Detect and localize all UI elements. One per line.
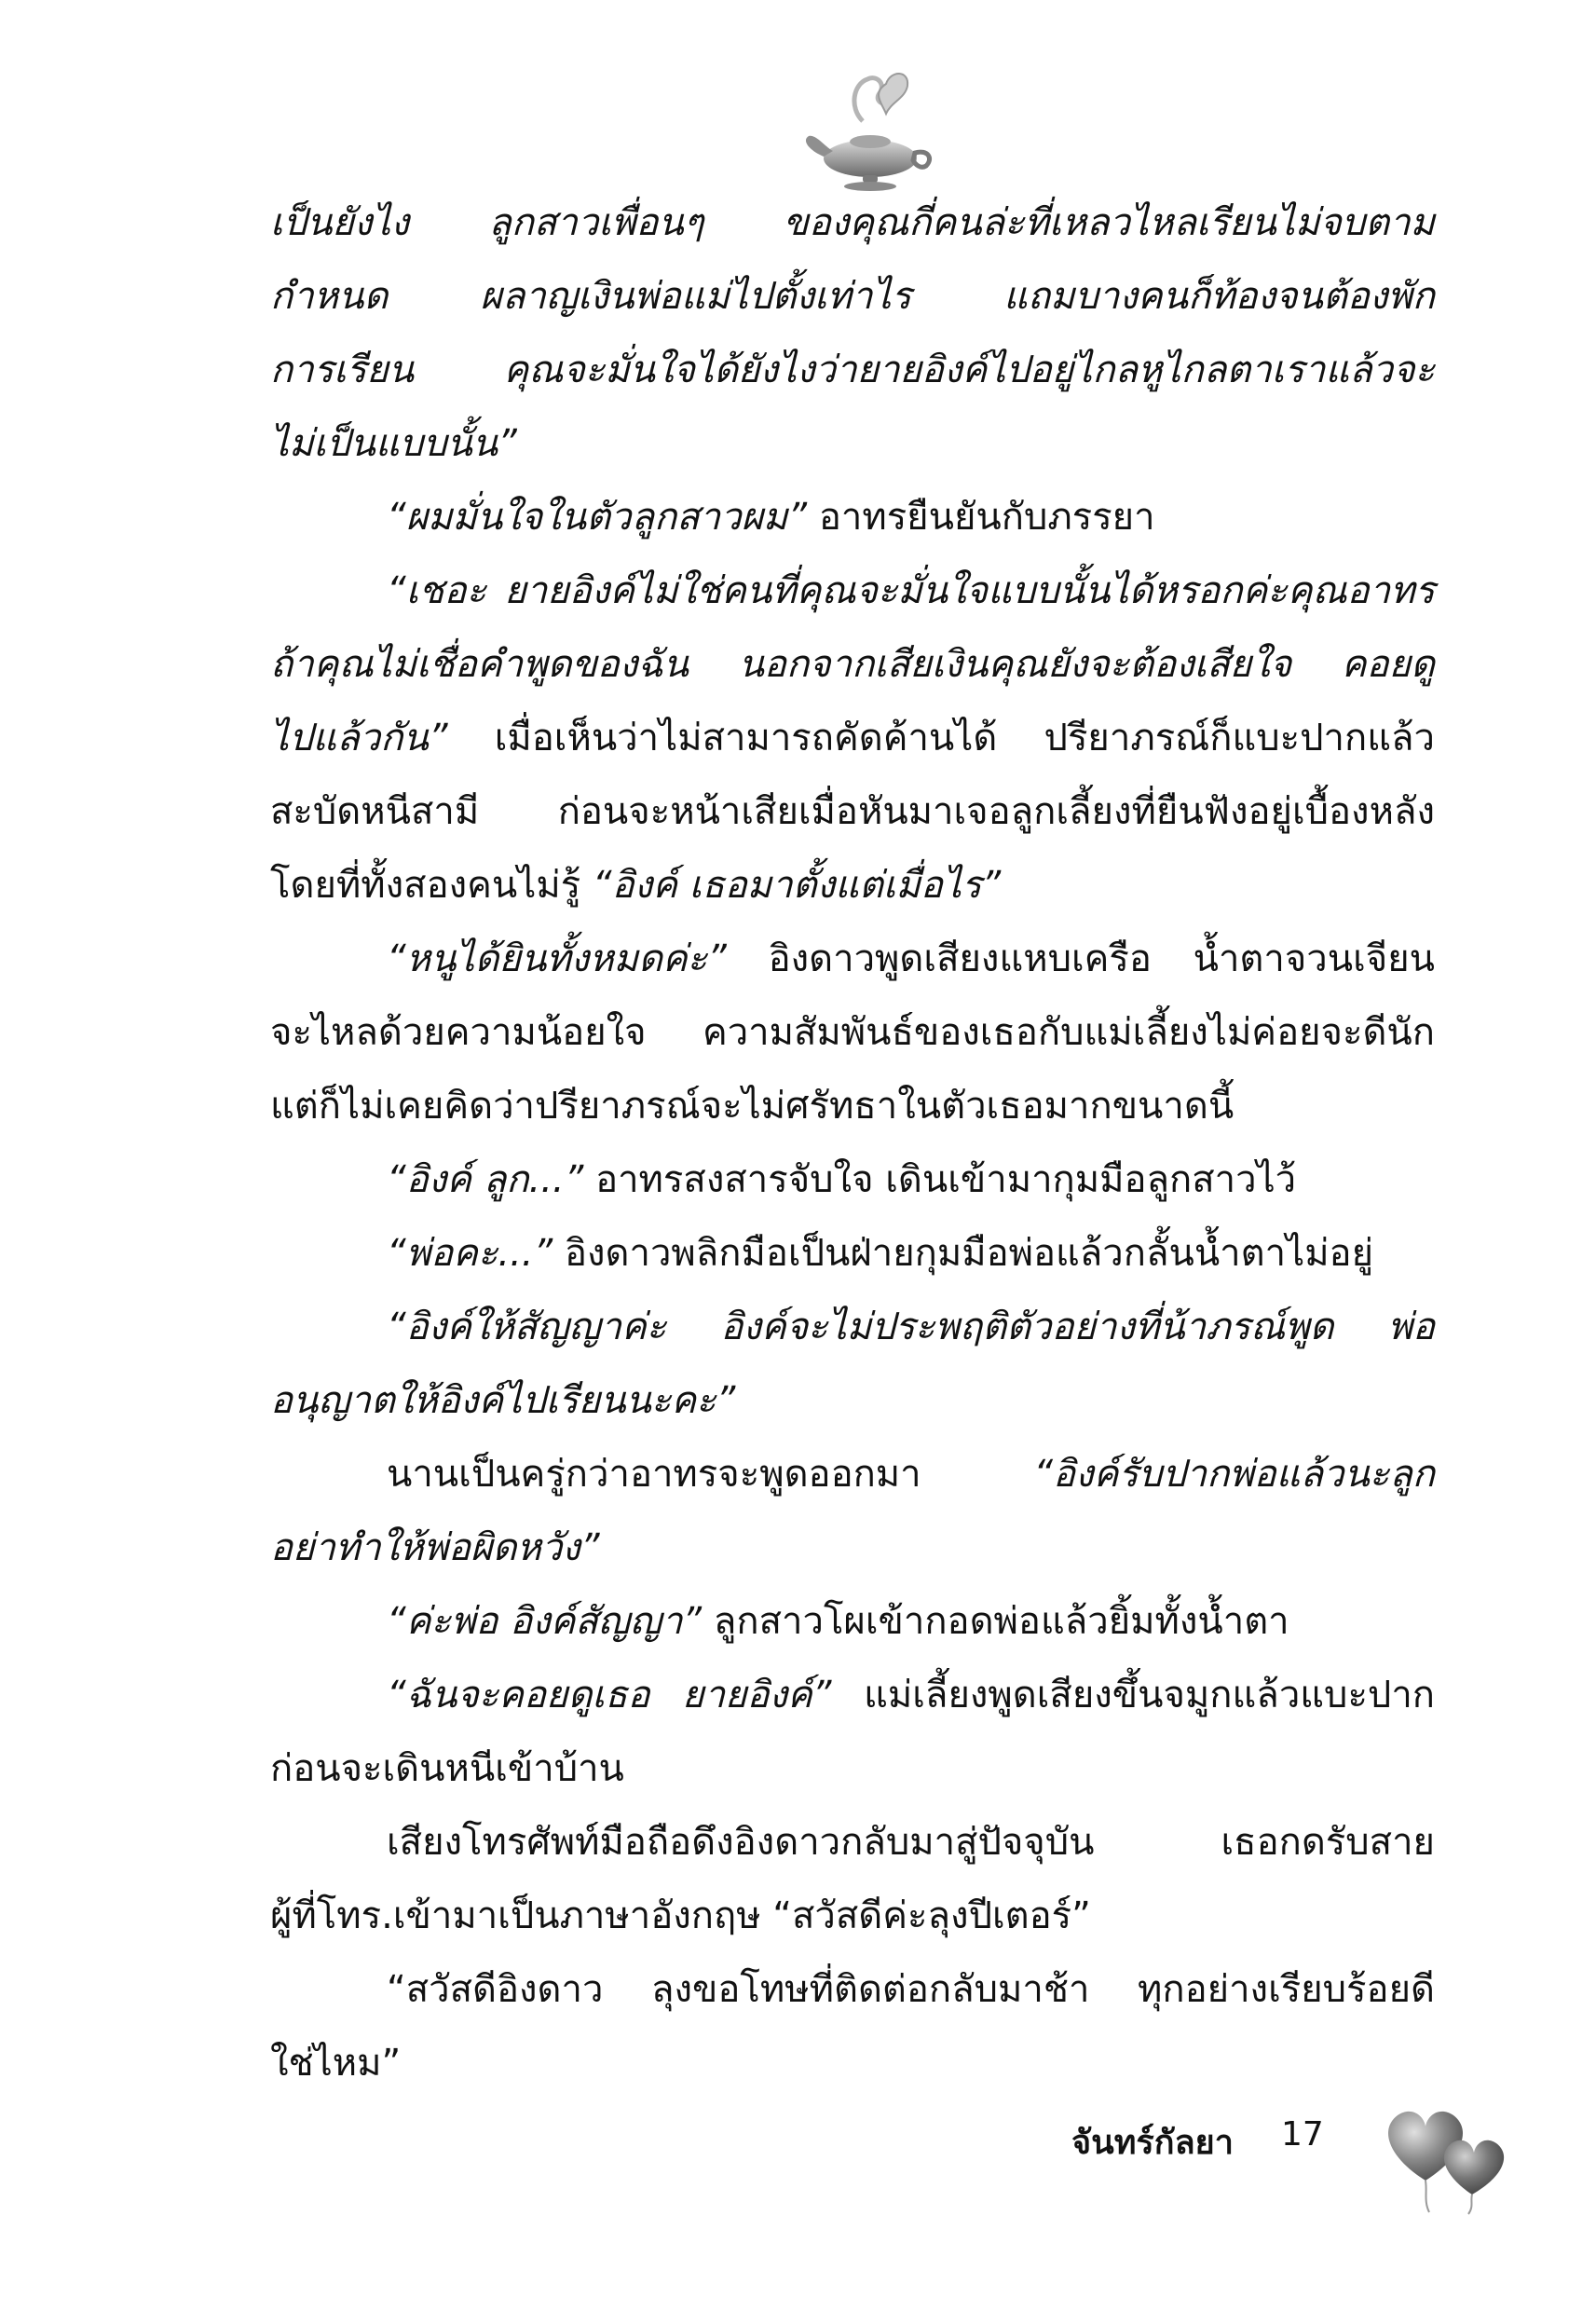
text-segment: โดยที่ทั้งสองคนไม่รู้ (270, 864, 593, 907)
text-line (270, 481, 1435, 554)
text-word: นอกจากเสียเงินคุณยังจะต้องเสียใจ (738, 643, 1292, 686)
text-word: จะไหลด้วยความน้อยใจ (270, 1011, 647, 1054)
text-line (270, 554, 1435, 628)
text-word: อิงค์จะไม่ประพฤติตัวอย่างที่น้าภรณ์พูด (720, 1306, 1334, 1348)
text-segment: แต่ก็ไม่เคยคิดว่าปรียาภรณ์จะไม่ศรัทธาในตัวเธอมากขนาดนี้ (270, 1085, 1235, 1128)
text-word: ไปแล้วกัน” (270, 717, 448, 759)
text-word: ถ้าคุณไม่เชื่อคำพูดของฉัน (270, 643, 689, 686)
text-word: เธอกดรับสาย (1221, 1821, 1435, 1864)
text-word: การเรียน (270, 349, 415, 391)
text-word: ของคุณกี่คนล่ะที่เหลวไหลเรียนไม่จบตาม (783, 201, 1435, 244)
text-word: ยายอิงค์ไม่ใช่คนที่คุณจะมั่นใจแบบนั้นได้หรอกค่ะคุณอาทร (504, 569, 1435, 612)
text-word: สะบัดหนีสามี (270, 790, 480, 833)
text-segment: “ค่ะพ่อ อิงค์สัญญา” (387, 1600, 703, 1643)
text-segment: ลูกสาวโผเข้ากอดพ่อแล้วยิ้มทั้งน้ำตา (702, 1600, 1289, 1643)
text-line (270, 1291, 1435, 1364)
book-title: จันทร์กัลยา (1071, 2124, 1234, 2162)
text-word: เป็นยังไง (270, 201, 410, 244)
text-line (270, 849, 1435, 923)
page-number: 17 (1281, 2115, 1324, 2154)
text-line (270, 186, 1435, 260)
genie-lamp-icon (798, 56, 937, 196)
text-segment: ไม่เป็นแบบนั้น” (270, 422, 517, 465)
text-word: แถมบางคนก็ท้องจนต้องพัก (1003, 275, 1435, 318)
text-line (270, 260, 1435, 334)
text-word: เมื่อเห็นว่าไม่สามารถคัดค้านได้ (494, 717, 998, 759)
text-segment: “อิงค์ ลูก...” (387, 1158, 584, 1201)
text-line (270, 1806, 1435, 1880)
text-segment: “อิงค์ เธอมาตั้งแต่เมื่อไร” (592, 864, 1002, 907)
text-word: ลูกสาวเพื่อนๆ (488, 201, 704, 244)
text-word: “หนูได้ยินทั้งหมดค่ะ” (387, 937, 727, 980)
text-line (270, 1070, 1435, 1143)
text-line (270, 628, 1435, 702)
text-line (270, 1585, 1435, 1659)
text-word: ปรียาภรณ์ก็แบะปากแล้ว (1044, 717, 1435, 759)
text-word: “ฉันจะคอยดูเธอ (387, 1674, 650, 1716)
text-word: “เชอะ (387, 569, 487, 612)
text-line (270, 407, 1435, 481)
text-segment: ใช่ไหม” (270, 2042, 402, 2085)
text-word: นานเป็นครู่กว่าอาทรจะพูดออกมา (387, 1453, 921, 1496)
text-word: “อิงค์ให้สัญญาค่ะ (387, 1306, 667, 1348)
text-word: คุณจะมั่นใจได้ยังไงว่ายายอิงค์ไปอยู่ไกลหูไกลตาเราแล้วจะ (503, 349, 1435, 391)
text-line (270, 1438, 1435, 1511)
text-line (270, 702, 1435, 775)
text-word: ความสัมพันธ์ของเธอกับแม่เลี้ยงไม่ค่อยจะดีนัก (702, 1011, 1435, 1054)
text-line (270, 1511, 1435, 1585)
text-segment: อาทรยืนยันกับภรรยา (807, 496, 1155, 539)
text-line (270, 996, 1435, 1070)
text-word: ก่อนจะหน้าเสียเมื่อหันมาเจอลูกเลี้ยงที่ยืนฟังอยู่เบื้องหลัง (557, 790, 1435, 833)
text-line (270, 334, 1435, 407)
text-line (270, 1659, 1435, 1732)
text-word: “สวัสดีอิงดาว (387, 1968, 604, 2011)
text-word: คอยดู (1341, 643, 1435, 686)
text-line (270, 1143, 1435, 1217)
text-word: ทุกอย่างเรียบร้อยดี (1138, 1968, 1435, 2011)
text-word: “อิงค์รับปากพ่อแล้วนะลูก (1033, 1453, 1435, 1496)
text-segment: อย่าทำให้พ่อผิดหวัง” (270, 1526, 600, 1569)
text-line (270, 1732, 1435, 1806)
text-segment: “พ่อคะ...” (387, 1232, 553, 1275)
page-footer (1071, 2087, 1537, 2199)
story-text (270, 186, 1435, 2100)
text-word: กำหนด (270, 275, 389, 318)
text-line (270, 1953, 1435, 2027)
text-word: แม่เลี้ยงพูดเสียงขึ้นจมูกแล้วแบะปาก (864, 1674, 1435, 1716)
text-line (270, 1880, 1435, 1953)
text-word: อิงดาวพูดเสียงแหบเครือ (768, 937, 1152, 980)
text-segment: อาทรสงสารจับใจ เดินเข้ามากุมมือลูกสาวไว้ (583, 1158, 1297, 1201)
text-line (270, 775, 1435, 849)
text-word: ยายอิงค์” (682, 1674, 832, 1716)
text-word: ลุงขอโทษที่ติดต่อกลับมาช้า (650, 1968, 1090, 2011)
text-line (270, 1217, 1435, 1291)
text-segment: ก่อนจะเดินหนีเข้าบ้าน (270, 1747, 624, 1790)
text-word: เสียงโทรศัพท์มือถือดึงอิงดาวกลับมาสู่ปัจจุบัน (387, 1821, 1095, 1864)
text-segment: อนุญาตให้อิงค์ไปเรียนนะคะ” (270, 1379, 736, 1422)
text-word: พ่อ (1387, 1306, 1435, 1348)
text-segment: ผู้ที่โทร.เข้ามาเป็นภาษาอังกฤษ “สวัสดีค่ะลุงปีเตอร์” (270, 1894, 1091, 1937)
text-line (270, 1364, 1435, 1438)
hearts-balloon-icon (1370, 2087, 1528, 2218)
text-line (270, 923, 1435, 996)
text-word: ผลาญเงินพ่อแม่ไปตั้งเท่าไร (480, 275, 912, 318)
text-word: น้ำตาจวนเจียน (1193, 937, 1435, 980)
text-segment: อิงดาวพลิกมือเป็นฝ่ายกุมมือพ่อแล้วกลั้นน้ำตาไม่อยู่ (552, 1232, 1374, 1275)
text-segment: “ผมมั่นใจในตัวลูกสาวผม” (387, 496, 808, 539)
